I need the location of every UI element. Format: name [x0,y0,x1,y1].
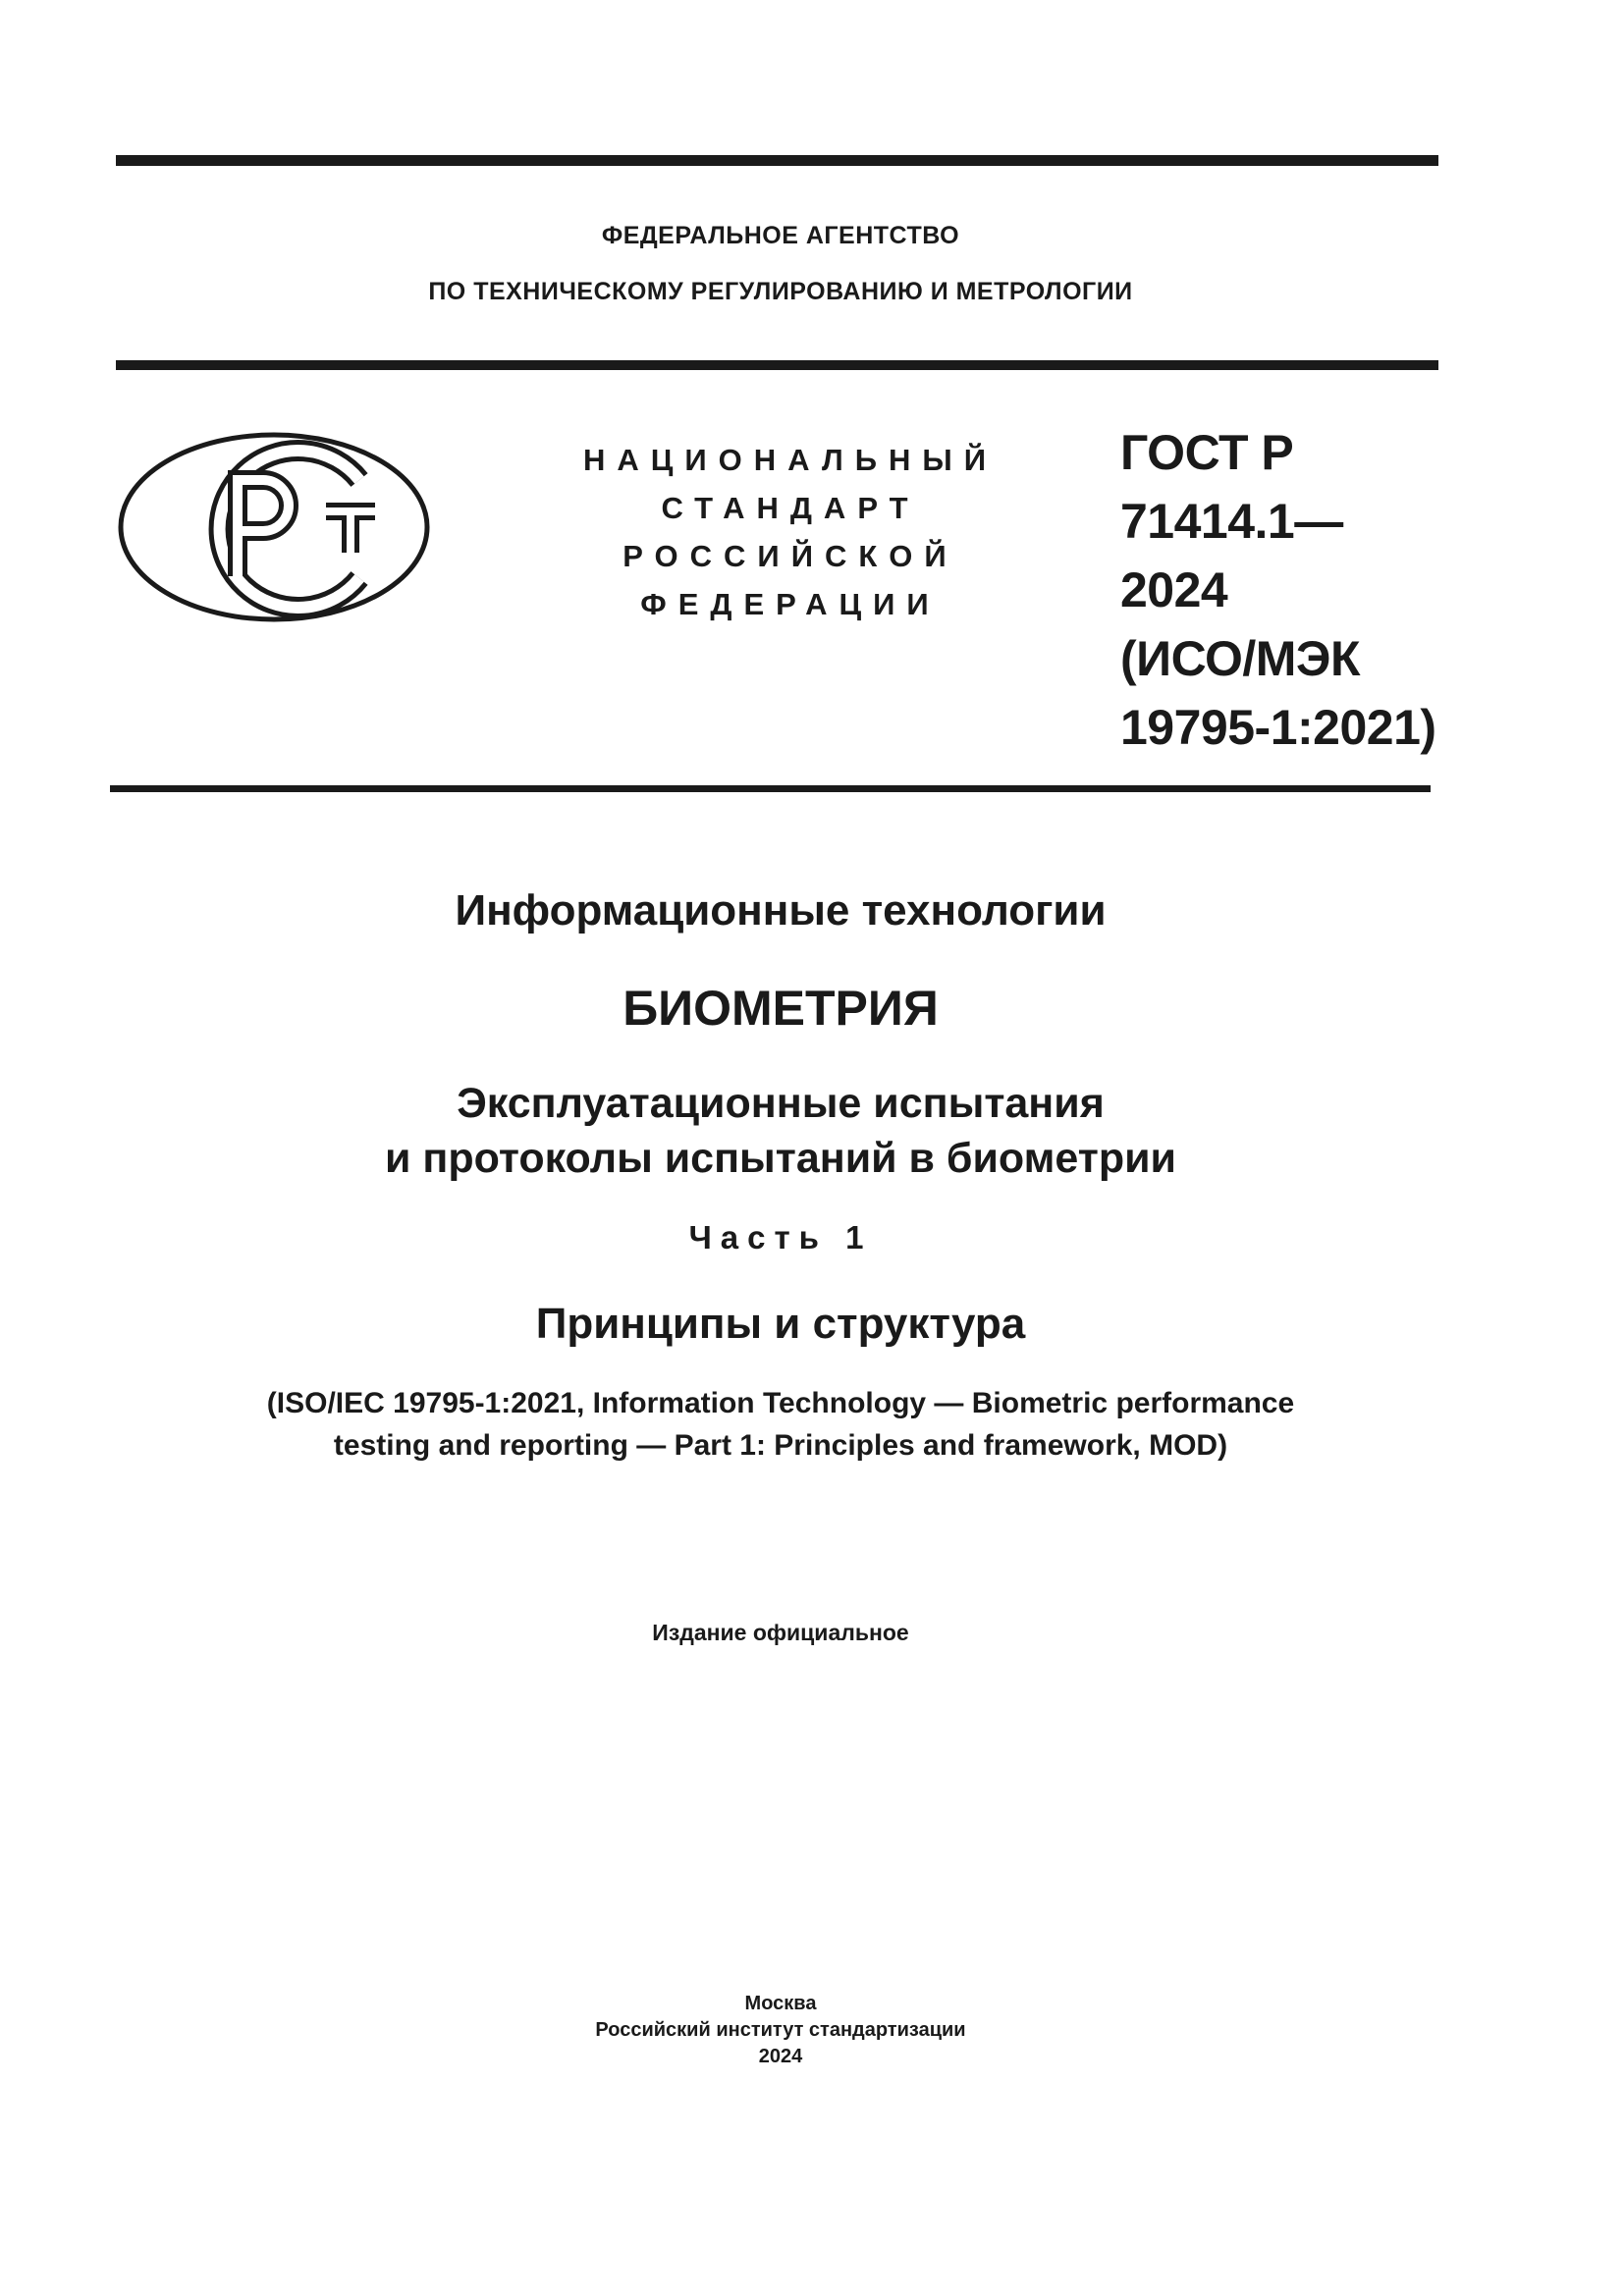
standard-designation [1120,418,1436,762]
national-standard-line-1: НАЦИОНАЛЬНЫЙ [582,443,999,477]
middle-rule [116,360,1438,370]
subtitle-line-2: и протоколы испытаний в биометрии [385,1135,1176,1182]
bottom-rule [110,785,1431,792]
agency-name-line-2: ПО ТЕХНИЧЕСКОМУ РЕГУЛИРОВАНИЮ И МЕТРОЛОГИИ [428,278,1133,305]
subtitle [0,1076,1561,1186]
publisher-block [0,1991,1561,2070]
publisher-name: Российский институт стандартизации [595,2019,966,2041]
top-rule [116,155,1438,166]
national-standard-line-2: СТАНДАРТ [661,491,920,525]
rst-certification-mark-icon [116,429,432,625]
designation-line-2: 71414.1— [1120,494,1343,549]
original-standard-reference [0,1382,1561,1467]
national-standard-label [530,436,1051,628]
subject-heading: Информационные технологии [455,886,1107,934]
part-title: Принципы и структура [535,1300,1026,1348]
edition-label: Издание официальное [652,1620,909,1645]
original-reference-line-2: testing and reporting — Part 1: Principles and framework, MOD) [333,1429,1228,1462]
designation-line-4: (ИСО/МЭК [1120,631,1360,686]
original-reference-line-1: (ISO/IEC 19795-1:2021, Information Technology — Biometric performance [266,1387,1295,1419]
publication-year: 2024 [758,2046,803,2067]
part-number: Часть 1 [688,1219,873,1255]
designation-line-3: 2024 [1120,562,1228,617]
designation-line-5: 19795-1:2021) [1120,700,1436,755]
main-title: БИОМЕТРИЯ [623,981,939,1036]
designation-line-1: ГОСТ Р [1120,425,1294,480]
national-standard-line-4: ФЕДЕРАЦИИ [640,587,941,621]
agency-name-line-1: ФЕДЕРАЛЬНОЕ АГЕНТСТВО [601,222,960,249]
subtitle-line-1: Эксплуатационные испытания [457,1080,1105,1127]
publisher-city: Москва [744,1993,817,2014]
national-standard-line-3: РОССИЙСКОЙ [623,539,958,573]
